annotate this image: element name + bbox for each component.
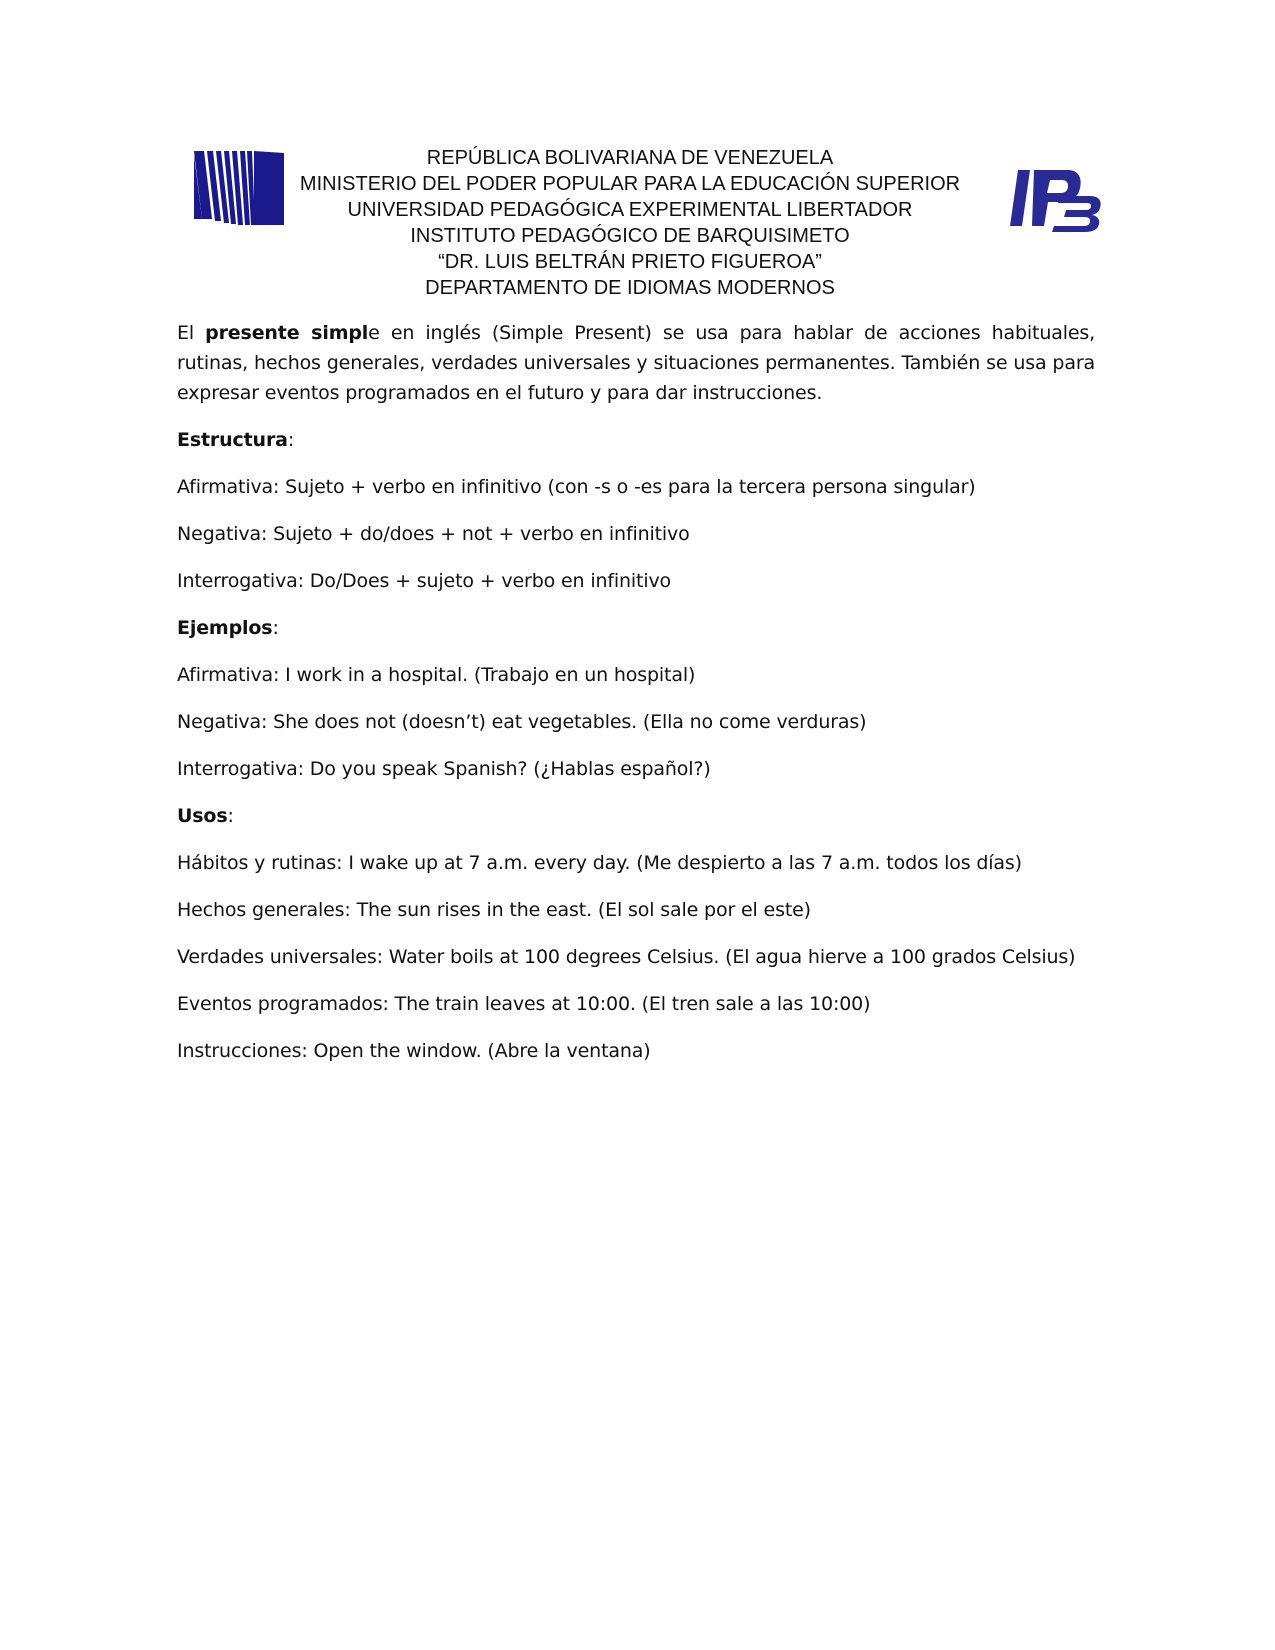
heading-text: Usos — [177, 805, 228, 827]
upel-logo — [194, 149, 286, 227]
heading-text: Estructura — [177, 429, 288, 451]
estructura-item: Interrogativa: Do/Does + sujeto + verbo en infinitivo — [177, 570, 672, 592]
heading-colon: : — [287, 429, 295, 451]
ejemplo-item: Afirmativa: I work in a hospital. (Trabajo en un hospital) — [177, 664, 696, 686]
header-line-university: UNIVERSIDAD PEDAGÓGICA EXPERIMENTAL LIBERTADOR — [347, 199, 913, 221]
section-heading-usos — [177, 801, 1095, 831]
estructura-item: Negativa: Sujeto + do/does + not + verbo en infinitivo — [177, 523, 690, 545]
header-line-institute: INSTITUTO PEDAGÓGICO DE BARQUISIMETO — [410, 225, 850, 247]
document-body — [177, 318, 1095, 1083]
section-heading-ejemplos — [177, 613, 1095, 643]
header-line-department: DEPARTAMENTO DE IDIOMAS MODERNOS — [425, 277, 835, 299]
header-line-honoree: “DR. LUIS BELTRÁN PRIETO FIGUEROA” — [438, 251, 822, 273]
uso-item: Hábitos y rutinas: I wake up at 7 a.m. every day. (Me despierto a las 7 a.m. todos los días) — [177, 852, 1022, 874]
institution-lines — [280, 145, 980, 301]
uso-item: Instrucciones: Open the window. (Abre la ventana) — [177, 1040, 651, 1062]
uso-item: Hechos generales: The sun rises in the east. (El sol sale por el este) — [177, 899, 811, 921]
intro-text: e en inglés (Simple Present) se usa para hablar de acciones habituales, rutinas, hechos generales, verdades universales y situaciones permanentes. También se usa para expresar eventos programados en el futuro y para dar instrucciones. — [177, 322, 1096, 404]
letterhead — [180, 145, 1100, 305]
header-line-country: REPÚBLICA BOLIVARIANA DE VENEZUELA — [426, 147, 834, 169]
intro-bold-term: presente simpl — [205, 322, 369, 344]
uso-item: Verdades universales: Water boils at 100 degrees Celsius. (El agua hierve a 100 grados Celsius) — [177, 946, 1076, 968]
heading-colon: : — [227, 805, 234, 827]
section-heading-estructura — [177, 425, 1095, 455]
ejemplo-item: Interrogativa: Do you speak Spanish? (¿Hablas español?) — [177, 758, 711, 780]
heading-colon: : — [272, 617, 279, 639]
intro-paragraph — [177, 318, 1095, 408]
heading-text: Ejemplos — [177, 617, 273, 639]
ejemplo-item: Negativa: She does not (doesn’t) eat vegetables. (Ella no come verduras) — [177, 711, 867, 733]
estructura-item: Afirmativa: Sujeto + verbo en infinitivo (con -s o -es para la tercera persona singular) — [177, 476, 976, 498]
uso-item: Eventos programados: The train leaves at 10:00. (El tren sale a las 10:00) — [177, 993, 871, 1015]
intro-prefix: El — [177, 322, 206, 344]
header-line-ministry: MINISTERIO DEL PODER POPULAR PARA LA EDUCACIÓN SUPERIOR — [299, 173, 961, 195]
ipb-logo — [1010, 160, 1102, 232]
